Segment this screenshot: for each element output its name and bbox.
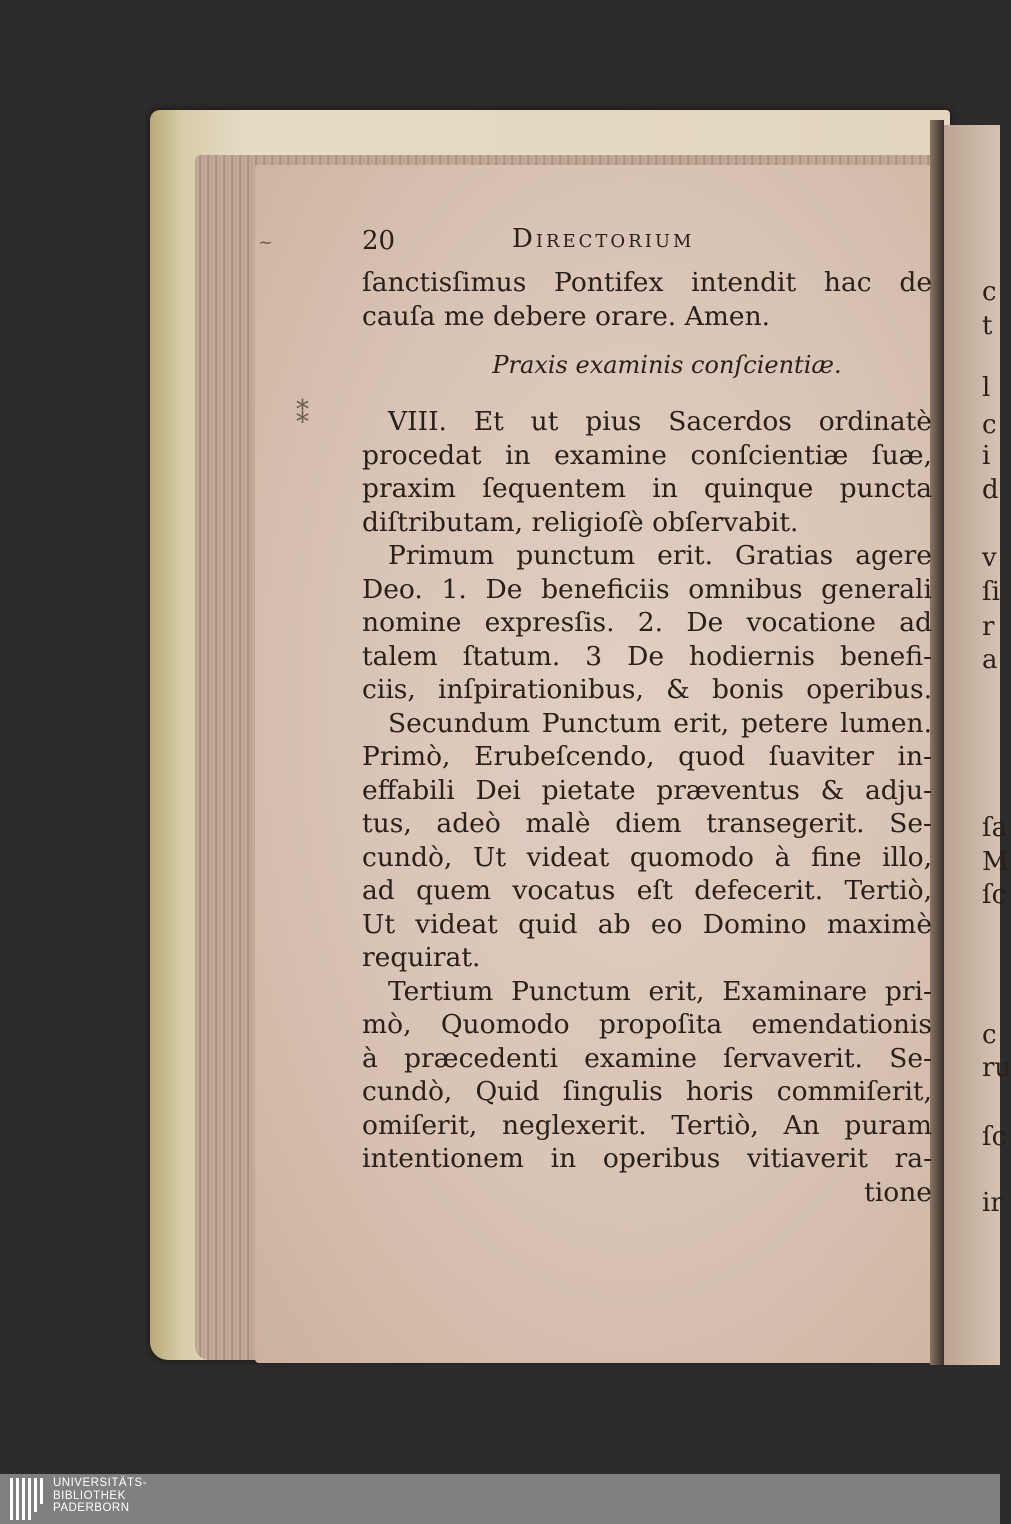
facing-page-letter: i — [982, 441, 991, 471]
text-line: cundò, Quid ſingulis horis commiſerit, — [362, 1076, 932, 1107]
facing-page-letter: c — [982, 277, 997, 307]
text-line: cauſa me debere orare. Amen. — [362, 300, 771, 332]
facing-page-letter: a — [982, 645, 998, 675]
facing-page-letter: ſc — [982, 880, 1007, 910]
facing-page-fragment — [944, 125, 1011, 1365]
margin-ornament: ⁑ — [296, 400, 309, 430]
text-line: intentionem in operibus vitiaverit ra- — [362, 1143, 932, 1174]
facing-page-letter: c — [982, 1020, 997, 1050]
text-line: Ut videat quid ab eo Domino maximè — [362, 908, 932, 940]
text-line: VIII. Et ut pius Sacerdos ordinatè — [388, 406, 932, 437]
text-line: praxim ſequentem in quinque puncta — [362, 473, 932, 504]
facing-page-letter: ſa — [982, 813, 1008, 843]
facing-page-letter: d — [982, 475, 999, 505]
text-line: ſanctisſimus Pontifex intendit hac de — [362, 267, 932, 298]
facing-page-letter: v — [982, 543, 997, 573]
book-gutter — [930, 120, 944, 1365]
facing-page-letter: ru — [982, 1053, 1011, 1083]
library-name — [53, 1477, 147, 1515]
library-name-line: BIBLIOTHEK — [53, 1489, 126, 1502]
library-logo-icon — [10, 1478, 44, 1520]
text-line: Tertium Punctum erit, Examinare pri- — [388, 975, 932, 1007]
text-line: tus, adeò malè diem transegerit. Se- — [362, 808, 932, 839]
page-header — [362, 216, 932, 266]
text-block — [362, 216, 932, 1209]
text-line: cundò, Ut videat quomodo à fine illo, — [362, 841, 932, 873]
catchword: tione — [864, 1176, 932, 1208]
text-line: à præcedenti examine ſervaverit. Se- — [362, 1042, 932, 1074]
text-line: procedat in examine conſcientiæ ſuæ, — [362, 439, 932, 471]
text-line: nomine expresſis. 2. De vocatione ad — [362, 607, 932, 638]
text-line: mò, Quomodo propoſita emendationis — [362, 1009, 932, 1040]
library-footer — [0, 1474, 1000, 1524]
text-line: ad quem vocatus eſt defecerit. Tertiò, — [362, 875, 932, 906]
facing-page-letter: ſi — [982, 577, 1000, 607]
text-line: requirat. — [362, 942, 481, 973]
facing-page-letter: r — [982, 612, 995, 642]
page-number: 20 — [362, 226, 396, 256]
facing-page-letter: ſc — [982, 1122, 1007, 1152]
text-line: omiſerit, neglexerit. Tertiò, An puram — [362, 1109, 932, 1141]
facing-page-letter: c — [982, 410, 997, 440]
text-line: diſtributam, religioſè obſervabit. — [362, 506, 799, 538]
running-head: Directorium — [512, 224, 695, 254]
library-name-line: PADERBORN — [53, 1502, 130, 1514]
text-line: ciis, inſpirationibus, & bonis operibus. — [362, 674, 932, 705]
text-line: talem ſtatum. 3 De hodiernis benefi- — [362, 640, 932, 672]
facing-page-letter: M — [982, 847, 1009, 877]
section-heading: Praxis examinis conſcientiæ. — [492, 351, 842, 379]
facing-page-letter: l — [982, 373, 991, 403]
text-line: Primum punctum erit. Gratias agere — [388, 540, 932, 571]
margin-mark: ~ — [258, 232, 274, 253]
text-line: Secundum Punctum erit, petere lumen. — [388, 707, 932, 739]
facing-page-letter: t — [982, 311, 993, 341]
text-line: Primò, Erubeſcendo, quod ſuaviter in- — [362, 741, 932, 772]
library-name-line: UNIVERSITÄTS- — [53, 1477, 148, 1489]
facing-page-letter: ir — [982, 1188, 1003, 1218]
text-line: Deo. 1. De beneficiis omnibus generali — [362, 573, 932, 605]
text-line: effabili Dei pietate præventus & adju- — [362, 774, 932, 806]
